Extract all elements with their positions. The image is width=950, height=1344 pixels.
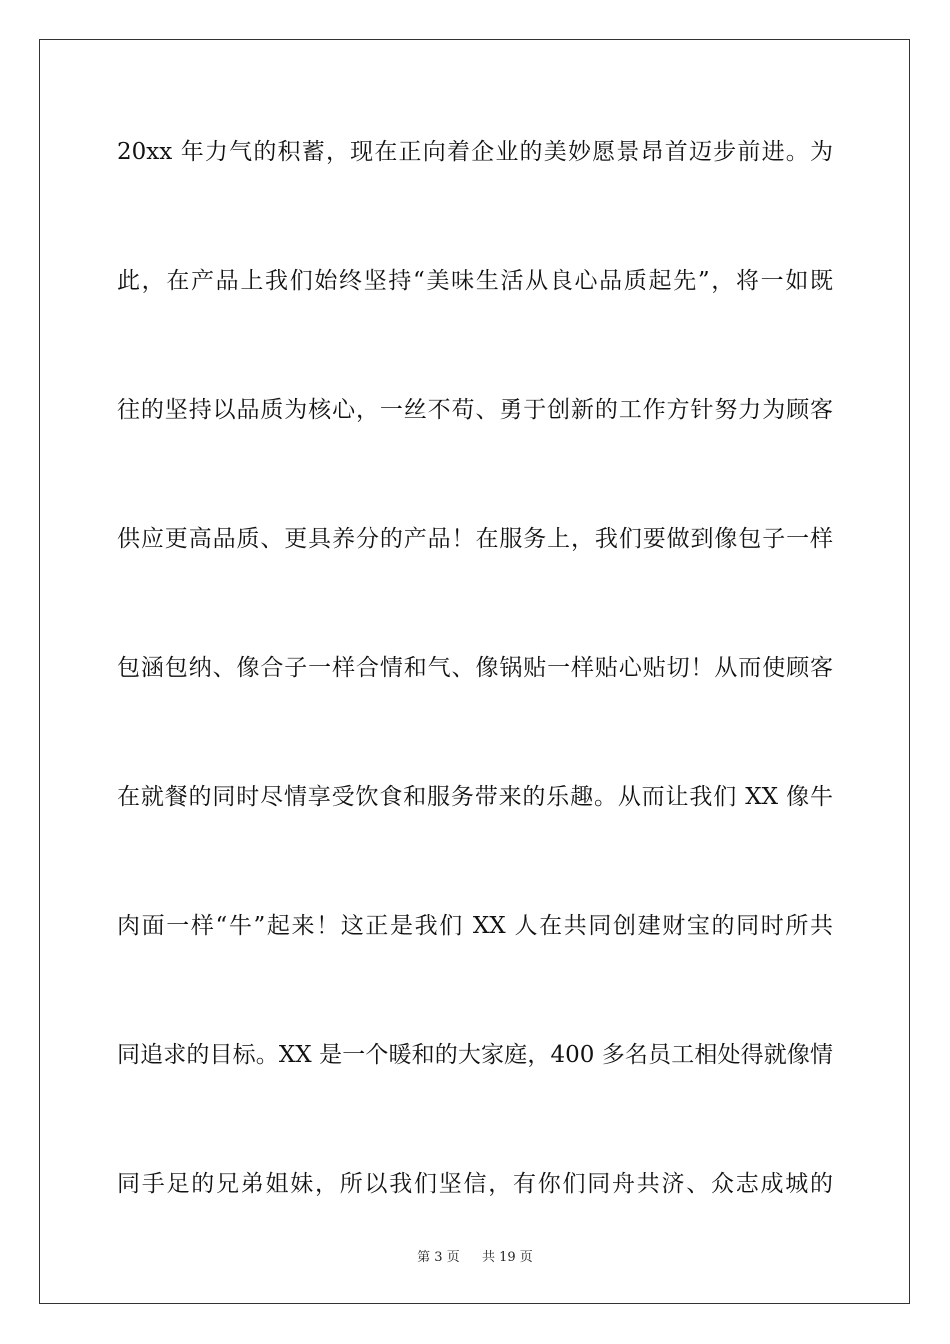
text-line: 肉面一样“牛”起来！这正是我们 XX 人在共同创建财宝的同时所共	[117, 913, 833, 939]
page-number: 第 3 页	[417, 1250, 460, 1265]
text-line: 供应更高品质、更具养分的产品！在服务上，我们要做到像包子一样	[117, 526, 833, 552]
page-footer	[0, 1246, 950, 1265]
document-body	[117, 120, 833, 1281]
text-line: 在就餐的同时尽情享受饮食和服务带来的乐趣。从而让我们 XX 像牛	[117, 784, 833, 810]
text-line: 20xx 年力气的积蓄，现在正向着企业的美妙愿景昂首迈步前进。为	[117, 139, 833, 165]
text-line: 往的坚持以品质为核心，一丝不苟、勇于创新的工作方针努力为顾客	[117, 397, 833, 423]
text-line: 同追求的目标。XX 是一个暖和的大家庭，400 多名员工相处得就像情	[117, 1042, 833, 1068]
text-line: 包涵包纳、像合子一样合情和气、像锅贴一样贴心贴切！从而使顾客	[117, 655, 833, 681]
text-line: 同手足的兄弟姐妹，所以我们坚信，有你们同舟共济、众志成城的	[117, 1171, 833, 1197]
text-line: 此，在产品上我们始终坚持“美味生活从良心品质起先”，将一如既	[117, 268, 833, 294]
total-pages: 共 19 页	[482, 1250, 533, 1265]
